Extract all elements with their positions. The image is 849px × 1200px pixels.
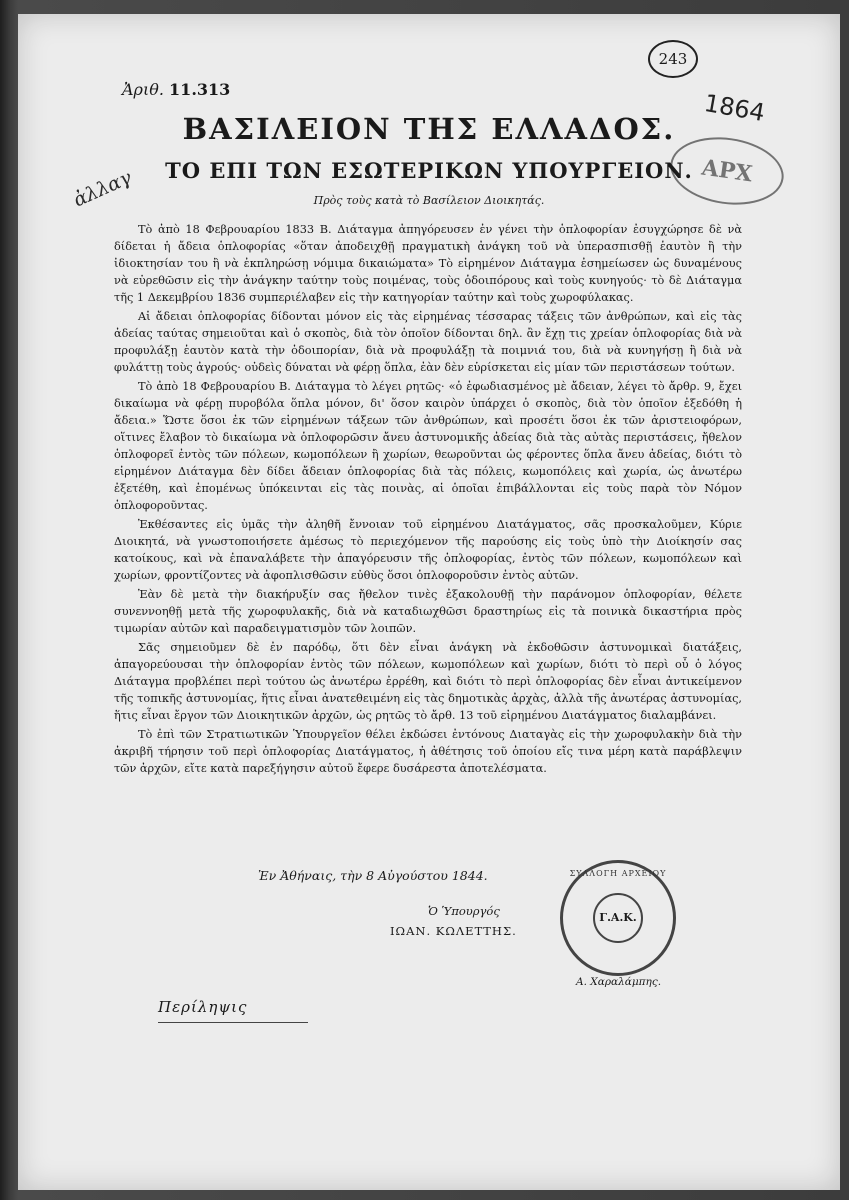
paragraph: Τὸ ἀπὸ 18 Φεβρουαρίου 1833 Β. Διάταγμα ἀπηγόρευσεν ἐν γένει τὴν ὁπλοφορίαν ἐσυγχώρησε δὲ νὰ δίδεται ἡ ἄδεια ὁπλοφορίας «ὅταν ἀποδειχθῇ πραγματικὴ ἀνάγκη τοῦ νὰ ὑπερασπισθῇ ἑαυτὸν ἢ τὴν ἰδιοκτησίαν του ἢ νὰ ἐκπληρώσῃ νόμιμα δικαιώματα» Τὸ εἰρημένον Διάταγμα ἐσημείωσεν ὡς δυναμένους νὰ εὑρεθῶσιν εἰς τὴν ἀνάγκην ταύτην τοὺς ποιμένας, τοὺς ὁδοιπόρους καὶ τοὺς κυνηγούς· τὸ δὲ Διάταγμα τῆς 1 Δεκεμβρίου 1836 συμπεριέλαβεν εἰς τὴν κατηγορίαν ταύτην καὶ τοὺς χωροφύλακας.	[114, 223, 742, 304]
summary-underline	[158, 1022, 308, 1023]
summary-label: Περίληψις	[158, 998, 248, 1016]
minister-name: ΙΩΑΝ. ΚΩΛΕΤΤΗΣ.	[390, 924, 517, 938]
seal-ring-text: ΣΥΛΛΟΓΗ ΑΡΧΕΙΟΥ	[569, 869, 667, 878]
document-title: ΒΑΣΙΛΕΙΟΝ ΤΗΣ ΕΛΛΑΔΟΣ.	[182, 112, 676, 146]
paragraph: Τὸ ἐπὶ τῶν Στρατιωτικῶν Ὑπουργεῖον θέλει ἐκδώσει ἐντόνους Διαταγὰς εἰς τὴν χωροφυλακὴν διὰ τὴν ἀκριβῆ τήρησιν τοῦ περὶ ὁπλοφορίας Διατάγματος, ἡ ἀθέτησις τοῦ ὁποίου εἴς τινα μέρη κατὰ παράβλεψιν τῶν ἀρχῶν, εἴτε κατὰ παρεξήγησιν αὐτοῦ ἔφερε δυσάρεστα ἀποτελέσματα.	[114, 728, 742, 775]
document-number	[122, 80, 230, 99]
paragraph: Ἐκθέσαντες εἰς ὑμᾶς τὴν ἀληθῆ ἔννοιαν τοῦ εἰρημένου Διατάγματος, σᾶς προσκαλοῦμεν, Κύριε Διοικητά, νὰ γνωστοποιήσετε ἀμέσως τὸ περιεχόμενον τῆς παρούσης εἰς τοὺς ὑπὸ τὴν Διοίκησίν σας κατοίκους, καὶ νὰ ἐπαναλάβετε τὴν ἀπαγόρευσιν τῆς ὁπλοφορίας, ἐντὸς τῶν πόλεων, κωμοπόλεων καὶ χωρίων, φροντίζοντες νὰ ἀφοπλισθῶσιν εὐθὺς ὅσοι ὁπλοφοροῦσιν ἐντὸς αὐτῶν.	[114, 518, 742, 582]
document-number-label: Ἀριθ.	[122, 80, 164, 99]
document-addressee: Πρὸς τοὺς κατὰ τὸ Βασίλειον Διοικητάς.	[313, 194, 545, 207]
paragraph: Αἱ ἄδειαι ὁπλοφορίας δίδονται μόνον εἰς τὰς εἰρημένας τέσσαρας τάξεις τῶν ἀνθρώπων, καὶ εἰς τὰς ἀδείας ταύτας σημειοῦται καὶ ὁ σκοπὸς, διὰ τὸν ὁποῖον δίδονται δηλ. ἂν ἔχῃ τις χρείαν ὁπλοφορίας διὰ νὰ προφυλάξῃ ἑαυτὸν κατὰ τὴν ὁδοιπορίαν, διὰ νὰ προφυλάξῃ τὰ ποιμνιά του, διὰ νὰ κυνηγήσῃ ἢ διὰ νὰ φυλάττῃ τοὺς ἀγρούς· οὐδεὶς δύναται νὰ φέρῃ ὅπλα, ἐὰν δὲν εὑρίσκεται εἰς μίαν τῶν περιστάσεων τούτων.	[114, 310, 742, 374]
document-subtitle: ΤΟ ΕΠΙ ΤΩΝ ΕΣΩΤΕΡΙΚΩΝ ΥΠΟΥΡΓΕΙΟΝ.	[165, 158, 693, 183]
handwritten-margin-note: ἀλλαγ	[70, 166, 135, 212]
document-sheet	[18, 14, 840, 1190]
minister-label: Ὁ Ὑπουργός	[428, 904, 500, 918]
paragraph: Ἐὰν δὲ μετὰ τὴν διακήρυξίν σας ἤθελον τινὲς ἐξακολουθῇ τὴν παράνομον ὁπλοφορίαν, θέλετε συνεννοηθῇ μετὰ τῆς χωροφυλακῆς, διὰ νὰ καταδιωχθῶσι δραστηρίως εἰς τὰ ποινικὰ δικαστήρια πρὸς τιμωρίαν αὐτῶν καὶ παραδειγματισμὸν τῶν λοιπῶν.	[114, 588, 742, 635]
archive-stamp: ΑΡΧ	[666, 130, 788, 211]
archive-seal	[560, 860, 676, 976]
seal-center-text: Γ.Α.Κ.	[599, 911, 637, 924]
date-line: Ἐν Ἀθήναις, τὴν 8 Αὐγούστου 1844.	[258, 868, 488, 883]
archive-number-circle	[648, 40, 698, 78]
printer-name: Α. Χαραλάμπης.	[576, 976, 662, 988]
paragraph: Σᾶς σημειοῦμεν δὲ ἐν παρόδῳ, ὅτι δὲν εἶναι ἀνάγκη νὰ ἐκδοθῶσιν ἀστυνομικαὶ διατάξεις, ἀπαγορεύουσαι τὴν ὁπλοφορίαν ἐντὸς τῶν πόλεων, κωμοπόλεων καὶ χωρίων, διότι τὸ περὶ οὗ ὁ λόγος Διάταγμα προβλέπει περὶ τούτου ὡς ἀνωτέρω ἐρρέθη, καὶ διότι τὸ περὶ ὁπλοφορίας δὲν εἶναι ἀντικείμενον τῆς τοπικῆς ἀστυνομίας, ἥτις εἶναι ἀνατεθειμένη εἰς τὰς δημοτικὰς ἀρχὰς, ἀλλὰ τῆς ἀνωτέρας ἀστυνομίας, ἥτις εἶναι ἔργον τῶν Διοικητικῶν ἀρχῶν, ὡς ρητῶς τὸ ἄρθ. 13 τοῦ εἰρημένου Διατάγματος διαλαμβάνει.	[114, 641, 742, 722]
document-number-value: 11.313	[169, 80, 231, 99]
handwritten-year: 1864	[702, 88, 768, 128]
paragraph: Τὸ ἀπὸ 18 Φεβρουαρίου Β. Διάταγμα τὸ λέγει ρητῶς· «ὁ ἐφωδιασμένος μὲ ἄδειαν, λέγει τὸ ἄρθρ. 9, ἔχει δικαίωμα νὰ φέρῃ πυροβόλα ὅπλα μόνον, δι' ὅσον καιρὸν ὑπάρχει ὁ σκοπὸς, διὰ τὸν ὁποῖον ἐξεδόθη ἡ ἄδεια.» Ὥστε ὅσοι ἐκ τῶν εἰρημένων τάξεων τῶν ἀνθρώπων, καὶ προσέτι ὅσοι ἐκ τῶν ἀριστειοφόρων, οἵτινες ἔλαβον τὸ δικαίωμα νὰ ὁπλοφορῶσιν ἄνευ ἀστυνομικῆς ἀδείας διὰ τὰς αὐτὰς περιστάσεις, ἤθελον ὁπλοφορεῖ ἐντὸς τῶν πόλεων, κωμοπόλεων ἢ χωρίων, θεωροῦνται ὡς φέροντες ὅπλα ἄνευ ἀδείας, διότι τὸ εἰρημένον Διάταγμα δὲν δίδει ἄδειαν ὁπλοφορίας διὰ τὰς πόλεις, κωμοπόλεις καὶ χωρία, ὡς ἀνωτέρω ἐξετέθη, καὶ ἑπομένως ὑπόκεινται εἰς τὰς ποινὰς, αἱ ὁποῖαι ἐπιβάλλονται εἰς τοὺς παρὰ τὸν Νόμον ὁπλοφοροῦντας.	[114, 380, 742, 512]
seal-center	[593, 893, 643, 943]
document-body	[114, 221, 742, 779]
archive-number: 243	[658, 50, 688, 68]
